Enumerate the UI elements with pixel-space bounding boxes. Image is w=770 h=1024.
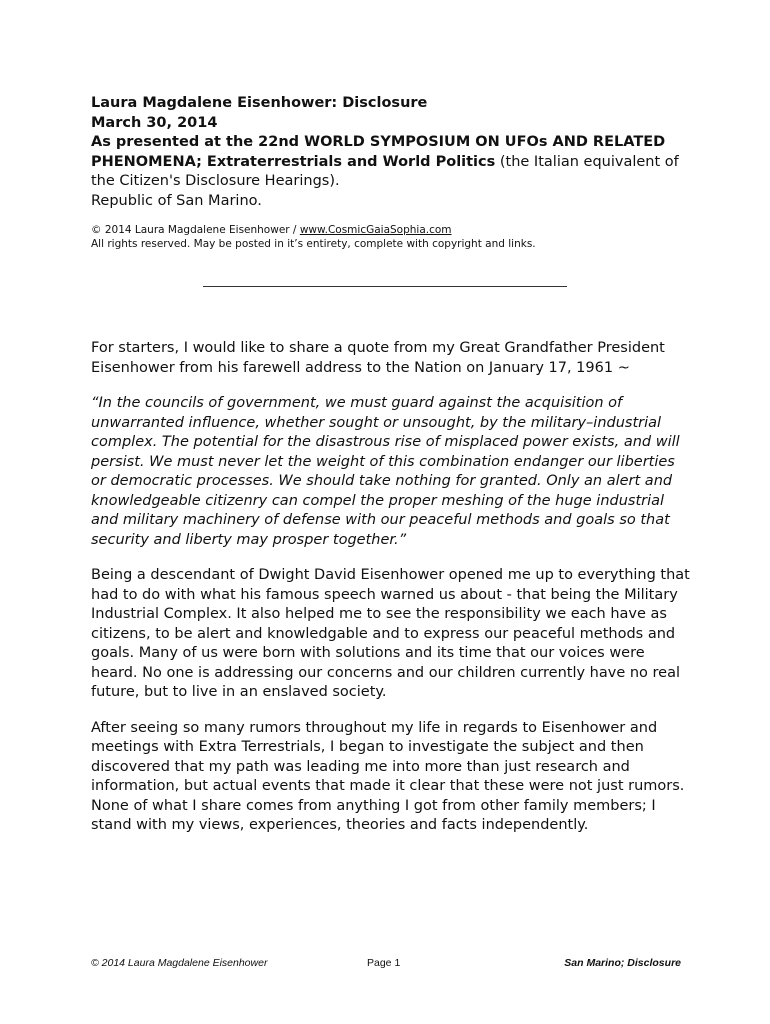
event-description-note: (the Italian equivalent of the Citizen's Disclosure Hearings).	[91, 153, 679, 189]
footer-copyright: © 2014 Laura Magdalene Eisenhower	[91, 957, 268, 969]
page-number: Page 1	[367, 957, 401, 969]
copyright-notice: © 2014 Laura Magdalene Eisenhower /	[91, 224, 300, 236]
page-footer	[91, 955, 681, 971]
section-divider	[203, 286, 567, 287]
rights-notice: All rights reserved. May be posted in it’s entirety, complete with copyright and links.	[91, 238, 536, 250]
eisenhower-quote: “In the councils of government, we must guard against the acquisition of unwarranted influence, whether sought or unsought, by the military–industrial complex. The potential for the disastrous rise of misplaced power exists, and will persist. We must never let the weight of this combination endanger our liberties or democratic processes. We should take nothing for granted. Only an alert and knowledgeable citizenry can compel the proper meshing of the huge industrial and military machinery of defense with our peaceful methods and goals so that security and liberty may prosper together.”	[91, 395, 680, 548]
document-title-block	[91, 94, 691, 211]
body-paragraph: Being a descendant of Dwight David Eisenhower opened me up to everything that had to do with what his famous speech warned us about - that being the Military Industrial Complex. It also helped me to see the responsibility we each have as citizens, to be alert and knowledgable and to express our peaceful methods and goals. Many of us were born with solutions and its time that our voices were heard. No one is addressing our concerns and our children currently have no real future, but to live in an enslaved society.	[91, 567, 690, 700]
copyright-block	[91, 223, 691, 251]
body-paragraph: For starters, I would like to share a quote from my Great Grandfather President Eisenhower from his farewell address to the Nation on January 17, 1961 ~	[91, 340, 665, 376]
document-header	[91, 94, 691, 251]
website-link[interactable]: www.CosmicGaiaSophia.com	[299, 224, 452, 236]
document-body	[91, 339, 691, 852]
event-location: Republic of San Marino.	[91, 192, 262, 209]
document-title: Laura Magdalene Eisenhower: Disclosure	[91, 95, 428, 111]
footer-document-title: San Marino; Disclosure	[564, 957, 681, 969]
document-date: March 30, 2014	[91, 114, 218, 131]
event-description: As presented at the 22nd WORLD SYMPOSIUM ON UFOs AND RELATED PHENOMENA; Extraterrestrials and World Politics	[91, 134, 666, 170]
body-paragraph: After seeing so many rumors throughout my life in regards to Eisenhower and meetings with Extra Terrestrials, I began to investigate the subject and then discovered that my path was leading me into more than just research and information, but actual events that made it clear that these were not just rumors. None of what I share comes from anything I got from other family members; I stand with my views, experiences, theories and facts independently.	[91, 719, 685, 833]
